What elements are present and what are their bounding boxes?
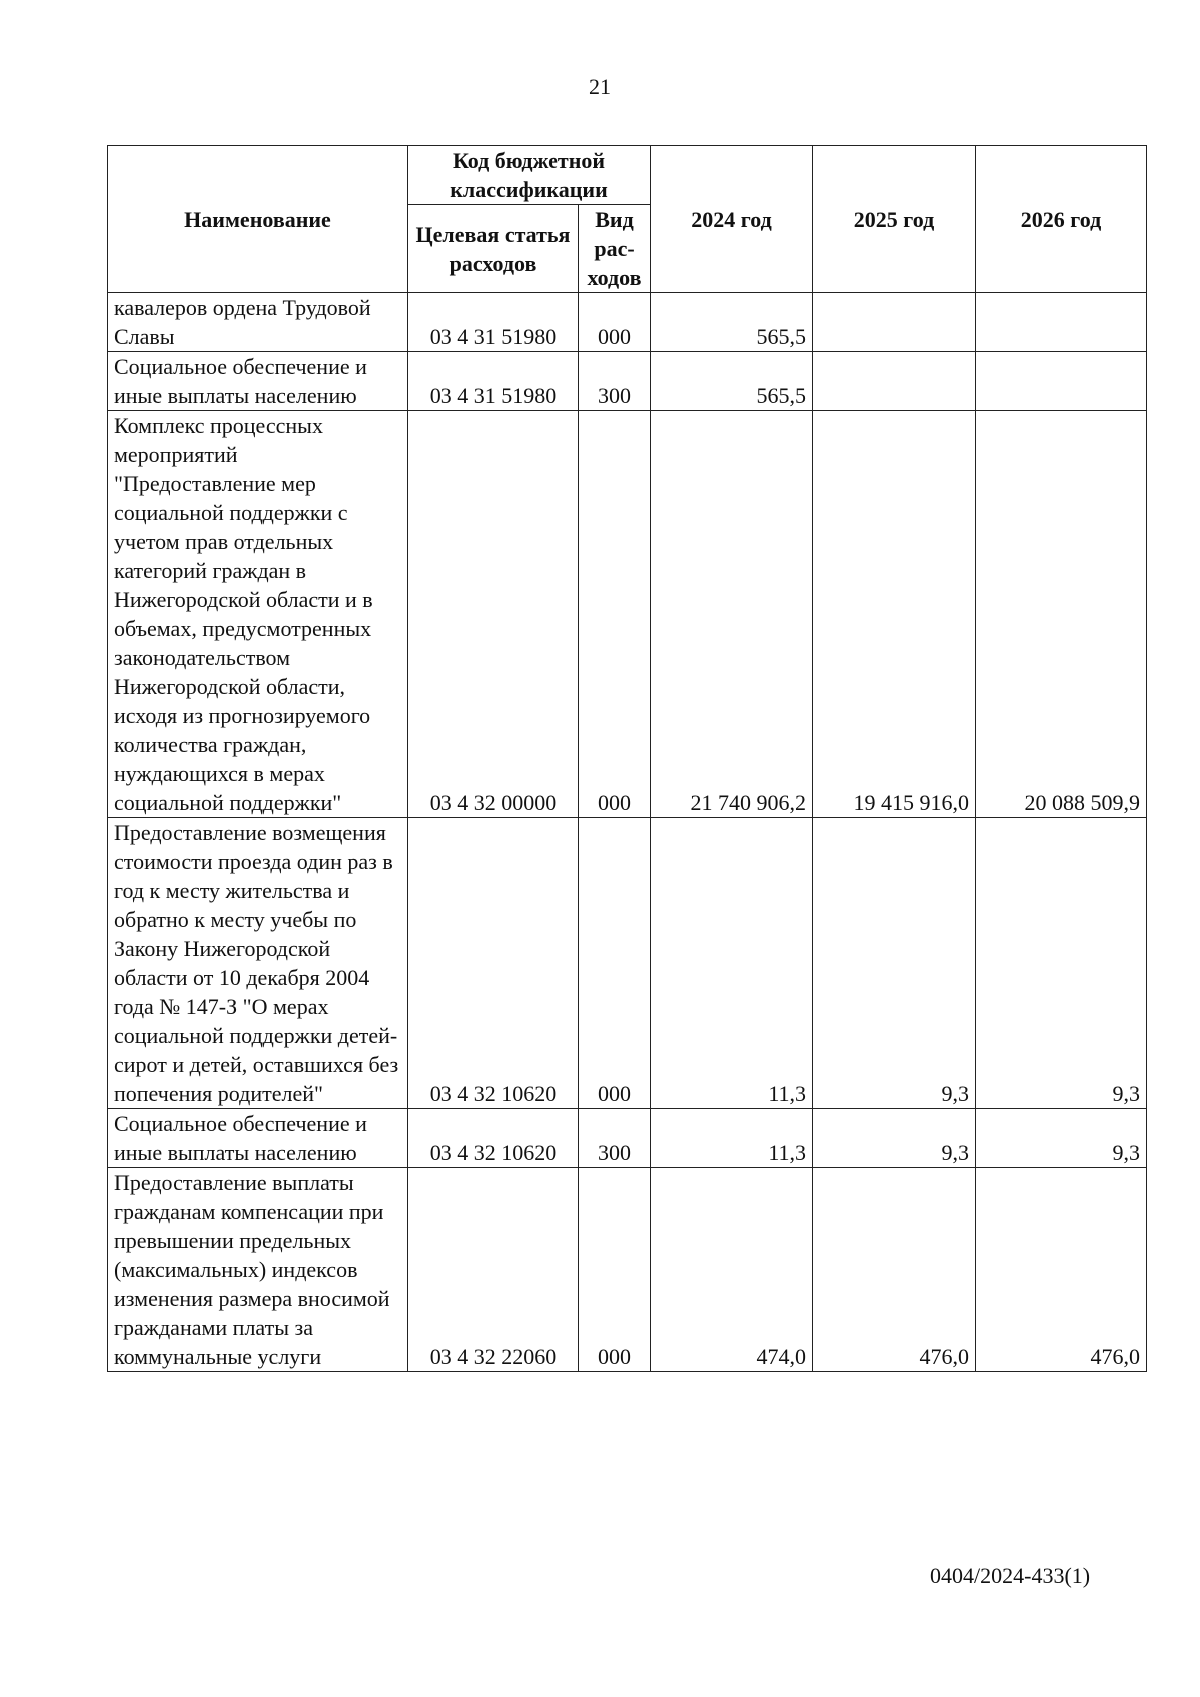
row-name: кавалеров ордена Трудовой Славы	[108, 293, 408, 352]
row-name: Комплекс процессных мероприятий "Предоставление мер социальной поддержки с учетом прав отдельных категорий граждан в Нижегородской области и в объемах, предусмотренных законодательством Нижегородской области, исходя из прогнозируемого количества граждан, нуждающихся в мерах социальной поддержки"	[108, 411, 408, 818]
header-target-article: Целевая статья расходов	[408, 205, 579, 293]
row-amount-2025	[813, 293, 976, 352]
row-amount-2026: 20 088 509,9	[976, 411, 1147, 818]
row-target-article: 03 4 32 22060	[408, 1168, 579, 1372]
table-row	[108, 1109, 1147, 1168]
row-amount-2026	[976, 352, 1147, 411]
table-header-row	[108, 146, 1147, 205]
table-row	[108, 818, 1147, 1109]
row-amount-2026: 9,3	[976, 1109, 1147, 1168]
row-amount-2025: 9,3	[813, 818, 976, 1109]
row-amount-2025: 9,3	[813, 1109, 976, 1168]
header-year-2024: 2024 год	[651, 146, 813, 293]
row-amount-2026: 476,0	[976, 1168, 1147, 1372]
row-name: Социальное обеспечение и иные выплаты населению	[108, 352, 408, 411]
row-target-article: 03 4 32 10620	[408, 818, 579, 1109]
budget-table	[107, 145, 1147, 1372]
row-target-article: 03 4 31 51980	[408, 293, 579, 352]
row-target-article: 03 4 32 10620	[408, 1109, 579, 1168]
row-name: Предоставление возмещения стоимости проезда один раз в год к месту жительства и обратно к месту учебы по Закону Нижегородской области от 10 декабря 2004 года № 147-З "О мерах социальной поддержки детей-сирот и детей, оставшихся без попечения родителей"	[108, 818, 408, 1109]
header-budget-code-group: Код бюджетной классификации	[408, 146, 651, 205]
row-amount-2025: 476,0	[813, 1168, 976, 1372]
table-row	[108, 352, 1147, 411]
row-amount-2026: 9,3	[976, 818, 1147, 1109]
table-row	[108, 411, 1147, 818]
row-amount-2024: 474,0	[651, 1168, 813, 1372]
row-amount-2024: 565,5	[651, 293, 813, 352]
header-name: Наименование	[108, 146, 408, 293]
row-expense-type: 000	[579, 293, 651, 352]
row-expense-type: 000	[579, 1168, 651, 1372]
row-amount-2025: 19 415 916,0	[813, 411, 976, 818]
table-row	[108, 293, 1147, 352]
row-name: Социальное обеспечение и иные выплаты населению	[108, 1109, 408, 1168]
row-target-article: 03 4 31 51980	[408, 352, 579, 411]
row-amount-2024: 11,3	[651, 1109, 813, 1168]
row-expense-type: 300	[579, 1109, 651, 1168]
table-body	[108, 293, 1147, 1372]
row-amount-2024: 11,3	[651, 818, 813, 1109]
header-expense-type: Вид рас-ходов	[579, 205, 651, 293]
row-amount-2024: 21 740 906,2	[651, 411, 813, 818]
row-target-article: 03 4 32 00000	[408, 411, 579, 818]
row-expense-type: 000	[579, 818, 651, 1109]
header-year-2026: 2026 год	[976, 146, 1147, 293]
row-amount-2025	[813, 352, 976, 411]
row-amount-2024: 565,5	[651, 352, 813, 411]
row-amount-2026	[976, 293, 1147, 352]
row-expense-type: 300	[579, 352, 651, 411]
page-number: 21	[589, 74, 611, 99]
document-number: 0404/2024-433(1)	[930, 1563, 1091, 1588]
row-name: Предоставление выплаты гражданам компенсации при превышении предельных (максимальных) индексов изменения размера вносимой гражданами платы за коммунальные услуги	[108, 1168, 408, 1372]
row-expense-type: 000	[579, 411, 651, 818]
table-row	[108, 1168, 1147, 1372]
header-year-2025: 2025 год	[813, 146, 976, 293]
